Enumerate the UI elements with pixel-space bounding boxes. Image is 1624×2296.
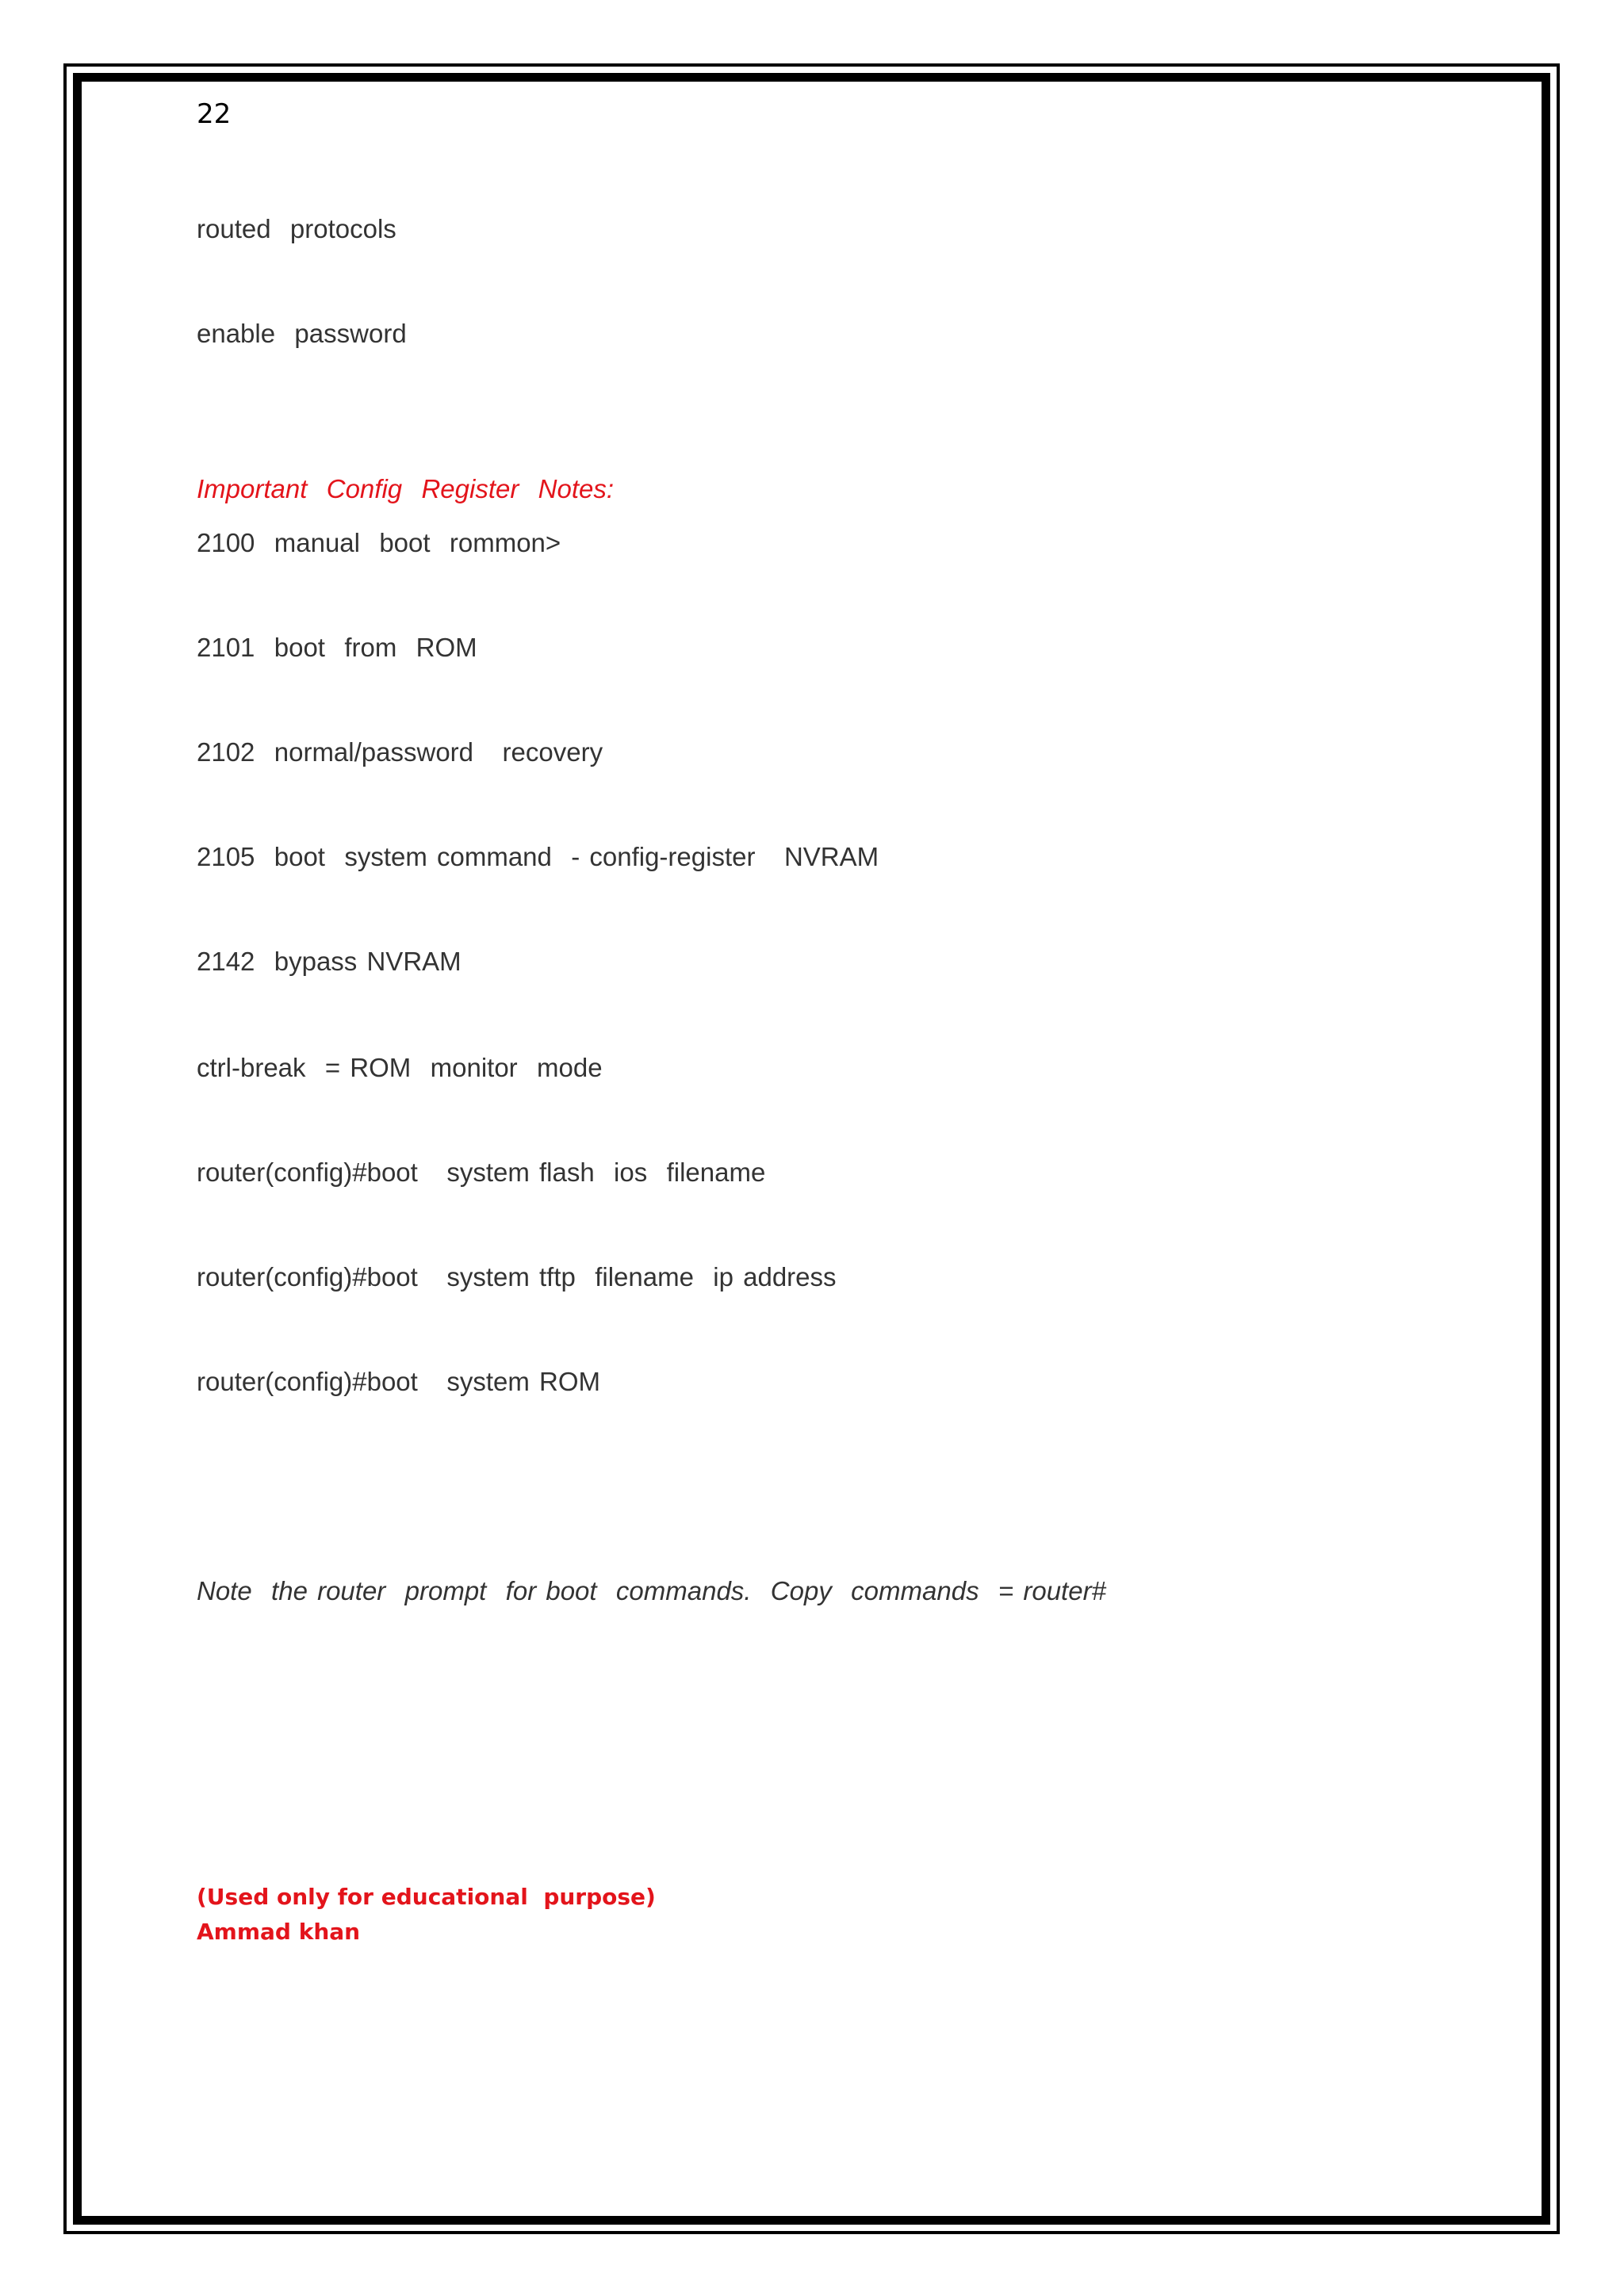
footer-author: Ammad khan <box>197 1919 361 1945</box>
list-item: 2105 boot system command - config-register NVRAM <box>197 842 879 871</box>
list-item: router(config)#boot system tftp filename ip address <box>197 1262 837 1292</box>
section-heading: Important Config Register Notes: <box>197 474 615 503</box>
list-item: ctrl-break = ROM monitor mode <box>197 1053 603 1082</box>
text-enable-password: enable password <box>197 319 407 348</box>
note-text: Note the router prompt for boot commands. Copy commands = router# <box>197 1576 1106 1605</box>
list-item: 2142 bypass NVRAM <box>197 947 462 976</box>
list-item: router(config)#boot system ROM <box>197 1367 600 1396</box>
list-item: router(config)#boot system flash ios filename <box>197 1158 766 1187</box>
list-item: 2102 normal/password recovery <box>197 737 603 767</box>
text-routed-protocols: routed protocols <box>197 214 396 243</box>
page-number: 22 <box>197 98 232 130</box>
list-item: 2100 manual boot rommon> <box>197 528 561 557</box>
footer-disclaimer: (Used only for educational purpose) <box>197 1884 656 1910</box>
list-item: 2101 boot from ROM <box>197 633 477 662</box>
